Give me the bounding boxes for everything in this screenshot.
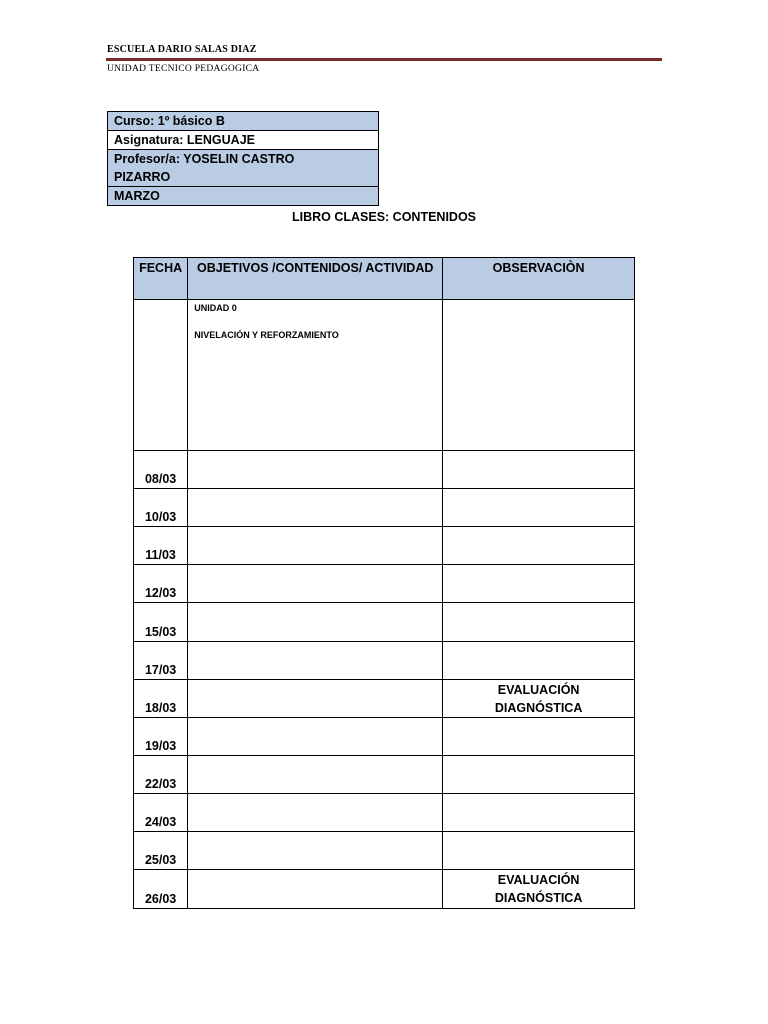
table-row [134, 756, 635, 794]
table-row [134, 489, 635, 527]
school-name: ESCUELA DARIO SALAS DIAZ [107, 44, 257, 55]
table-row [134, 603, 635, 642]
row-observation [443, 756, 635, 794]
row-date: 24/03 [134, 794, 188, 832]
row-observation [443, 680, 635, 718]
row-objectives [188, 794, 443, 832]
contents-table [133, 257, 635, 909]
row-observation [443, 832, 635, 870]
row-date: 17/03 [134, 642, 188, 680]
unit-title: UNIDAD 0 [194, 303, 237, 313]
header-fecha: FECHA [134, 258, 188, 300]
row-objectives [188, 870, 443, 909]
curso-cell: Curso: 1º básico B [108, 112, 379, 131]
row-date: 18/03 [134, 680, 188, 718]
row-objectives [188, 680, 443, 718]
row-observation [443, 603, 635, 642]
row-date: 19/03 [134, 718, 188, 756]
row-objectives [188, 565, 443, 603]
row-objectives [188, 832, 443, 870]
course-info-table [107, 111, 379, 206]
row-objectives [188, 642, 443, 680]
row-observation [443, 642, 635, 680]
row-objectives [188, 527, 443, 565]
header-observacion: OBSERVACIÒN [443, 258, 635, 300]
row-observation [443, 451, 635, 489]
table-row [134, 565, 635, 603]
table-row [134, 527, 635, 565]
row-observation [443, 794, 635, 832]
row-date: 12/03 [134, 565, 188, 603]
page-title: LIBRO CLASES: CONTENIDOS [291, 210, 477, 224]
row-date: 26/03 [134, 870, 188, 909]
row-observation [443, 718, 635, 756]
table-row [134, 451, 635, 489]
unit-row-observation [443, 300, 635, 451]
row-observation [443, 489, 635, 527]
row-date: 15/03 [134, 603, 188, 642]
row-objectives [188, 451, 443, 489]
profesor-line-2: PIZARRO [114, 170, 171, 184]
observation-line-2: DIAGNÓSTICA [494, 891, 583, 905]
observation-line-1: EVALUACIÓN [497, 873, 580, 887]
table-row [134, 718, 635, 756]
observation-line-2: DIAGNÓSTICA [494, 700, 583, 715]
unit-name: UNIDAD TECNICO PEDAGOGICA [107, 64, 260, 74]
row-observation [443, 565, 635, 603]
unit-subtitle: NIVELACIÓN Y REFORZAMIENTO [194, 330, 339, 340]
table-header-row [134, 258, 635, 300]
row-observation [443, 870, 635, 909]
unit-row [134, 300, 635, 451]
header-objetivos: OBJETIVOS /CONTENIDOS/ ACTIVIDAD [188, 258, 443, 300]
asignatura-cell: Asignatura: LENGUAJE [108, 131, 379, 150]
row-date: 08/03 [134, 451, 188, 489]
row-observation [443, 527, 635, 565]
table-row [134, 642, 635, 680]
table-row [134, 794, 635, 832]
row-objectives [188, 756, 443, 794]
unit-row-content [188, 300, 443, 451]
table-row [134, 870, 635, 909]
row-objectives [188, 603, 443, 642]
mes-cell: MARZO [108, 187, 379, 206]
unit-row-date [134, 300, 188, 451]
table-row [134, 680, 635, 718]
profesor-cell [108, 150, 379, 187]
row-date: 10/03 [134, 489, 188, 527]
row-objectives [188, 489, 443, 527]
row-objectives [188, 718, 443, 756]
table-row [134, 832, 635, 870]
observation-line-1: EVALUACIÓN [497, 682, 580, 697]
row-date: 11/03 [134, 527, 188, 565]
row-date: 25/03 [134, 832, 188, 870]
profesor-line-1: Profesor/a: YOSELIN CASTRO [114, 152, 295, 166]
header-rule [106, 58, 662, 61]
row-date: 22/03 [134, 756, 188, 794]
